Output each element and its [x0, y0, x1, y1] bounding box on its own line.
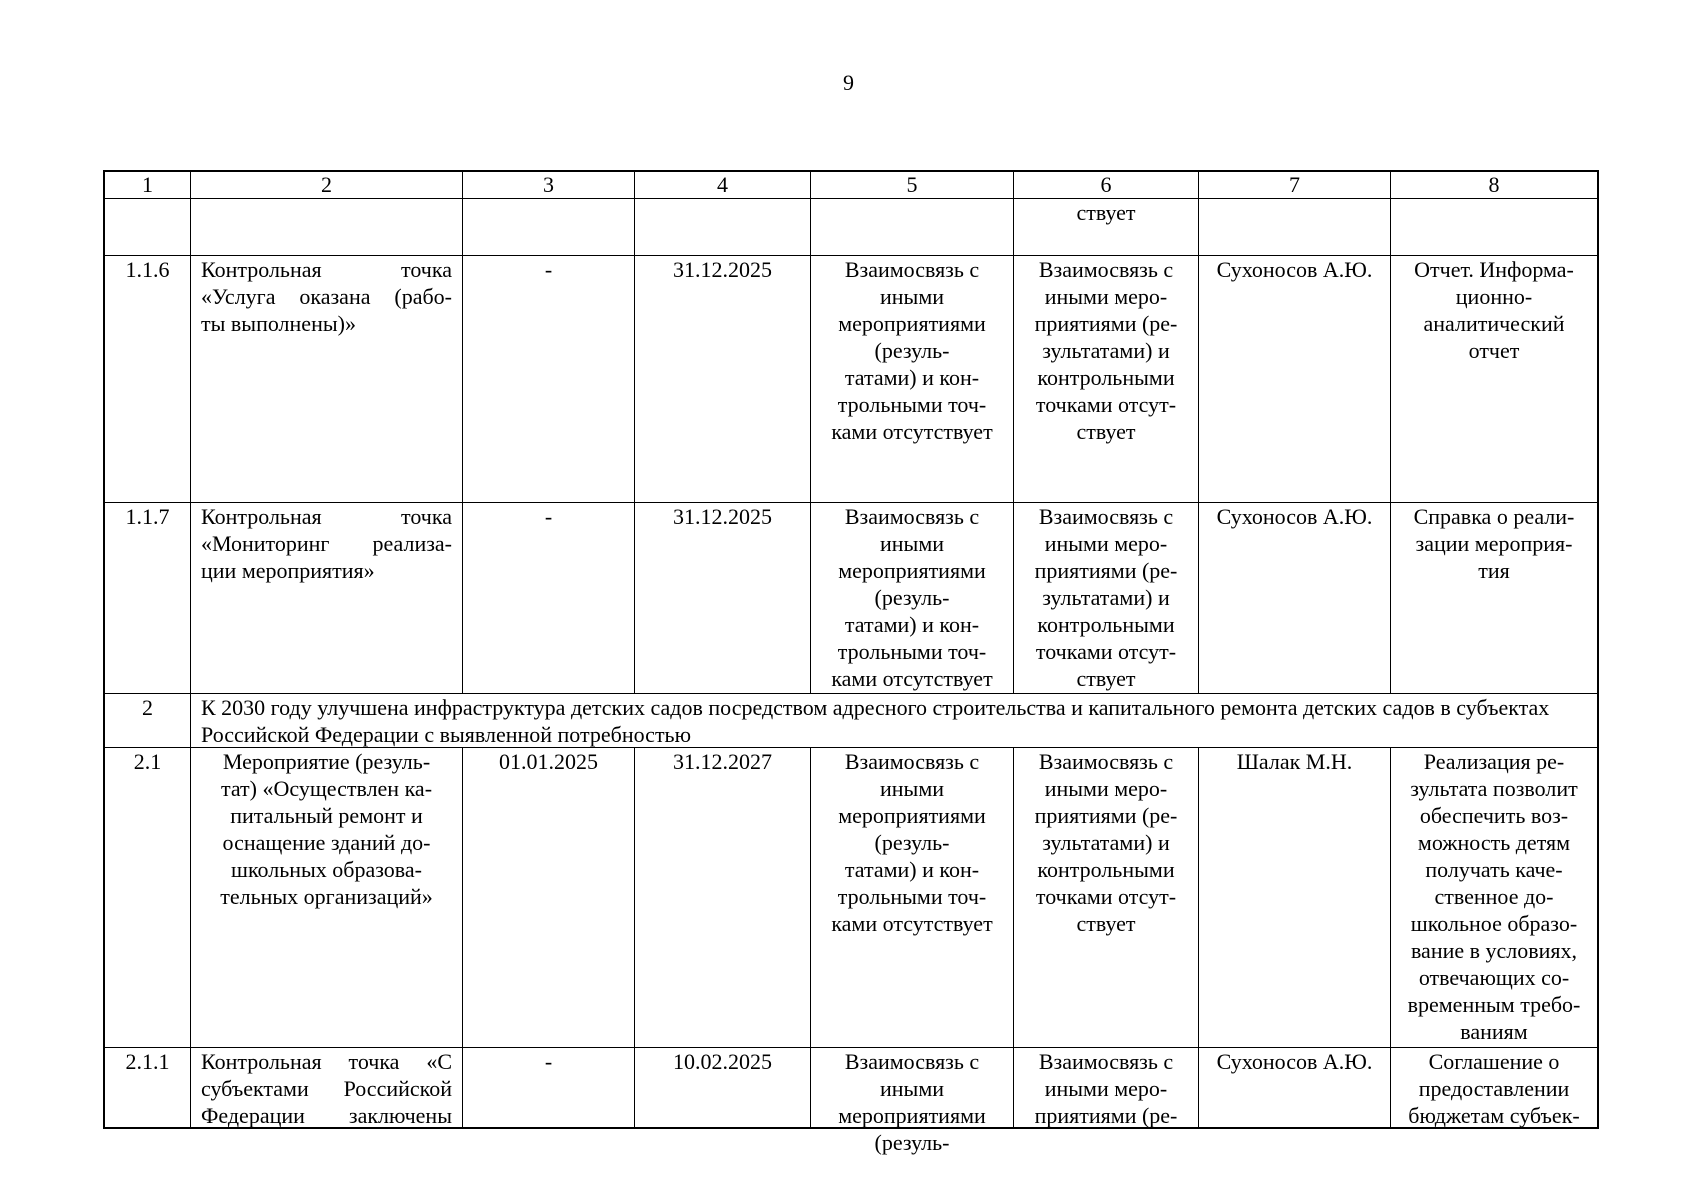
header-cell-1: 1 [142, 172, 153, 197]
event-name-line: «Мониторинг реализа- [201, 531, 452, 556]
event-name-line: тельных организаций» [220, 884, 433, 909]
event-name-line: Контрольная точка «С [201, 1049, 452, 1074]
row-number: 1.1.6 [125, 257, 170, 282]
interrelation-col5: Взаимосвязь с иными мероприятиями (резуль- татами) и кон- трольными точ- ками отсутствует [810, 503, 1013, 693]
start-date: - [462, 503, 634, 693]
start-date: - [462, 256, 634, 502]
header-cell-7: 7 [1198, 172, 1390, 198]
end-date: 10.02.2025 [634, 1048, 810, 1127]
event-name [190, 256, 462, 502]
event-name [190, 748, 462, 1047]
responsible-person: Шалак М.Н. [1198, 748, 1390, 1047]
table-row [105, 255, 1597, 502]
table-row [105, 1047, 1597, 1155]
interrelation-col6: Взаимосвязь с иными меро- приятиями (ре- зультатами) и контрольными точками отсут- ствует [1013, 256, 1198, 502]
plan-table [103, 170, 1599, 1155]
event-name-line: школьных образова- [231, 857, 422, 882]
interrelation-col5: Взаимосвязь с иными мероприятиями (резуль- татами) и кон- трольными точ- ками отсутствует [810, 748, 1013, 1047]
page-number: 9 [843, 70, 854, 95]
header-cell-3: 3 [462, 172, 634, 198]
interrelation-col5 [810, 199, 1013, 255]
header-cell-8: 8 [1390, 172, 1597, 198]
header-cell-5: 5 [810, 172, 1013, 198]
result-description [1390, 199, 1597, 255]
event-name [190, 1048, 462, 1127]
section-title: К 2030 году улучшена инфраструктура детских садов посредством адресного строительства и капитального ремонта детских садов в субъектах Российской Федерации с выявленной потребностью [190, 694, 1597, 747]
event-name-line: питальный ремонт и [230, 803, 423, 828]
event-name-line: Мероприятие (резуль- [222, 749, 431, 774]
result-description: Справка о реали- зации мероприя- тия [1390, 503, 1597, 693]
responsible-person: Сухоносов А.Ю. [1198, 256, 1390, 502]
event-name-line: субъектами Российской [201, 1076, 452, 1101]
row-number [105, 199, 190, 255]
header-cell-2: 2 [190, 172, 462, 198]
interrelation-col6: Взаимосвязь с иными меро- приятиями (ре- [1013, 1048, 1198, 1127]
event-name-line: Контрольная точка [201, 257, 452, 282]
event-name-line: Федерации заключены [201, 1103, 452, 1128]
event-name [190, 199, 462, 255]
end-date: 31.12.2025 [634, 503, 810, 693]
table-row [105, 198, 1597, 255]
event-name-line: ции мероприятия» [201, 558, 375, 583]
interrelation-col6: Взаимосвязь с иными меро- приятиями (ре- зультатами) и контрольными точками отсут- ствует [1013, 748, 1198, 1047]
interrelation-col5: Взаимосвязь с иными мероприятиями (резуль- [810, 1048, 1013, 1127]
event-name-line: оснащение зданий до- [222, 830, 431, 855]
event-name [190, 503, 462, 693]
row-number: 1.1.7 [125, 504, 170, 529]
table-section-row [105, 693, 1597, 747]
interrelation-col5: Взаимосвязь с иными мероприятиями (резуль- татами) и кон- трольными точ- ками отсутствует [810, 256, 1013, 502]
interrelation-col6: Взаимосвязь с иными меро- приятиями (ре- зультатами) и контрольными точками отсут- ствует [1013, 503, 1198, 693]
result-description: Отчет. Информа- ционно- аналитический отчет [1390, 256, 1597, 502]
event-name-line: тат) «Осуществлен ка- [220, 776, 433, 801]
row-number: 2.1 [133, 749, 162, 774]
table-header-row [105, 172, 1597, 198]
result-description: Соглашение о предоставлении бюджетам субъек- [1390, 1048, 1597, 1127]
interrelation-col6: ствует [1013, 199, 1198, 255]
event-name-line: Контрольная точка [201, 504, 452, 529]
end-date: 31.12.2027 [634, 748, 810, 1047]
responsible-person [1198, 199, 1390, 255]
header-cell-4: 4 [634, 172, 810, 198]
row-number: 2 [142, 695, 153, 720]
start-date: - [462, 1048, 634, 1127]
event-name-line: «Услуга оказана (рабо- [201, 284, 452, 309]
start-date: 01.01.2025 [462, 748, 634, 1047]
table-row [105, 747, 1597, 1047]
responsible-person: Сухоносов А.Ю. [1198, 1048, 1390, 1127]
end-date [634, 199, 810, 255]
responsible-person: Сухоносов А.Ю. [1198, 503, 1390, 693]
row-number: 2.1.1 [125, 1049, 170, 1074]
end-date: 31.12.2025 [634, 256, 810, 502]
table-row [105, 502, 1597, 693]
result-description: Реализация ре- зультата позволит обеспечить воз- можность детям получать каче- ственное до- школьное образо- вание в условиях, отвечающих со- временным требо- ваниям [1390, 748, 1597, 1047]
start-date [462, 199, 634, 255]
event-name-line: ты выполнены)» [201, 311, 356, 336]
header-cell-6: 6 [1013, 172, 1198, 198]
